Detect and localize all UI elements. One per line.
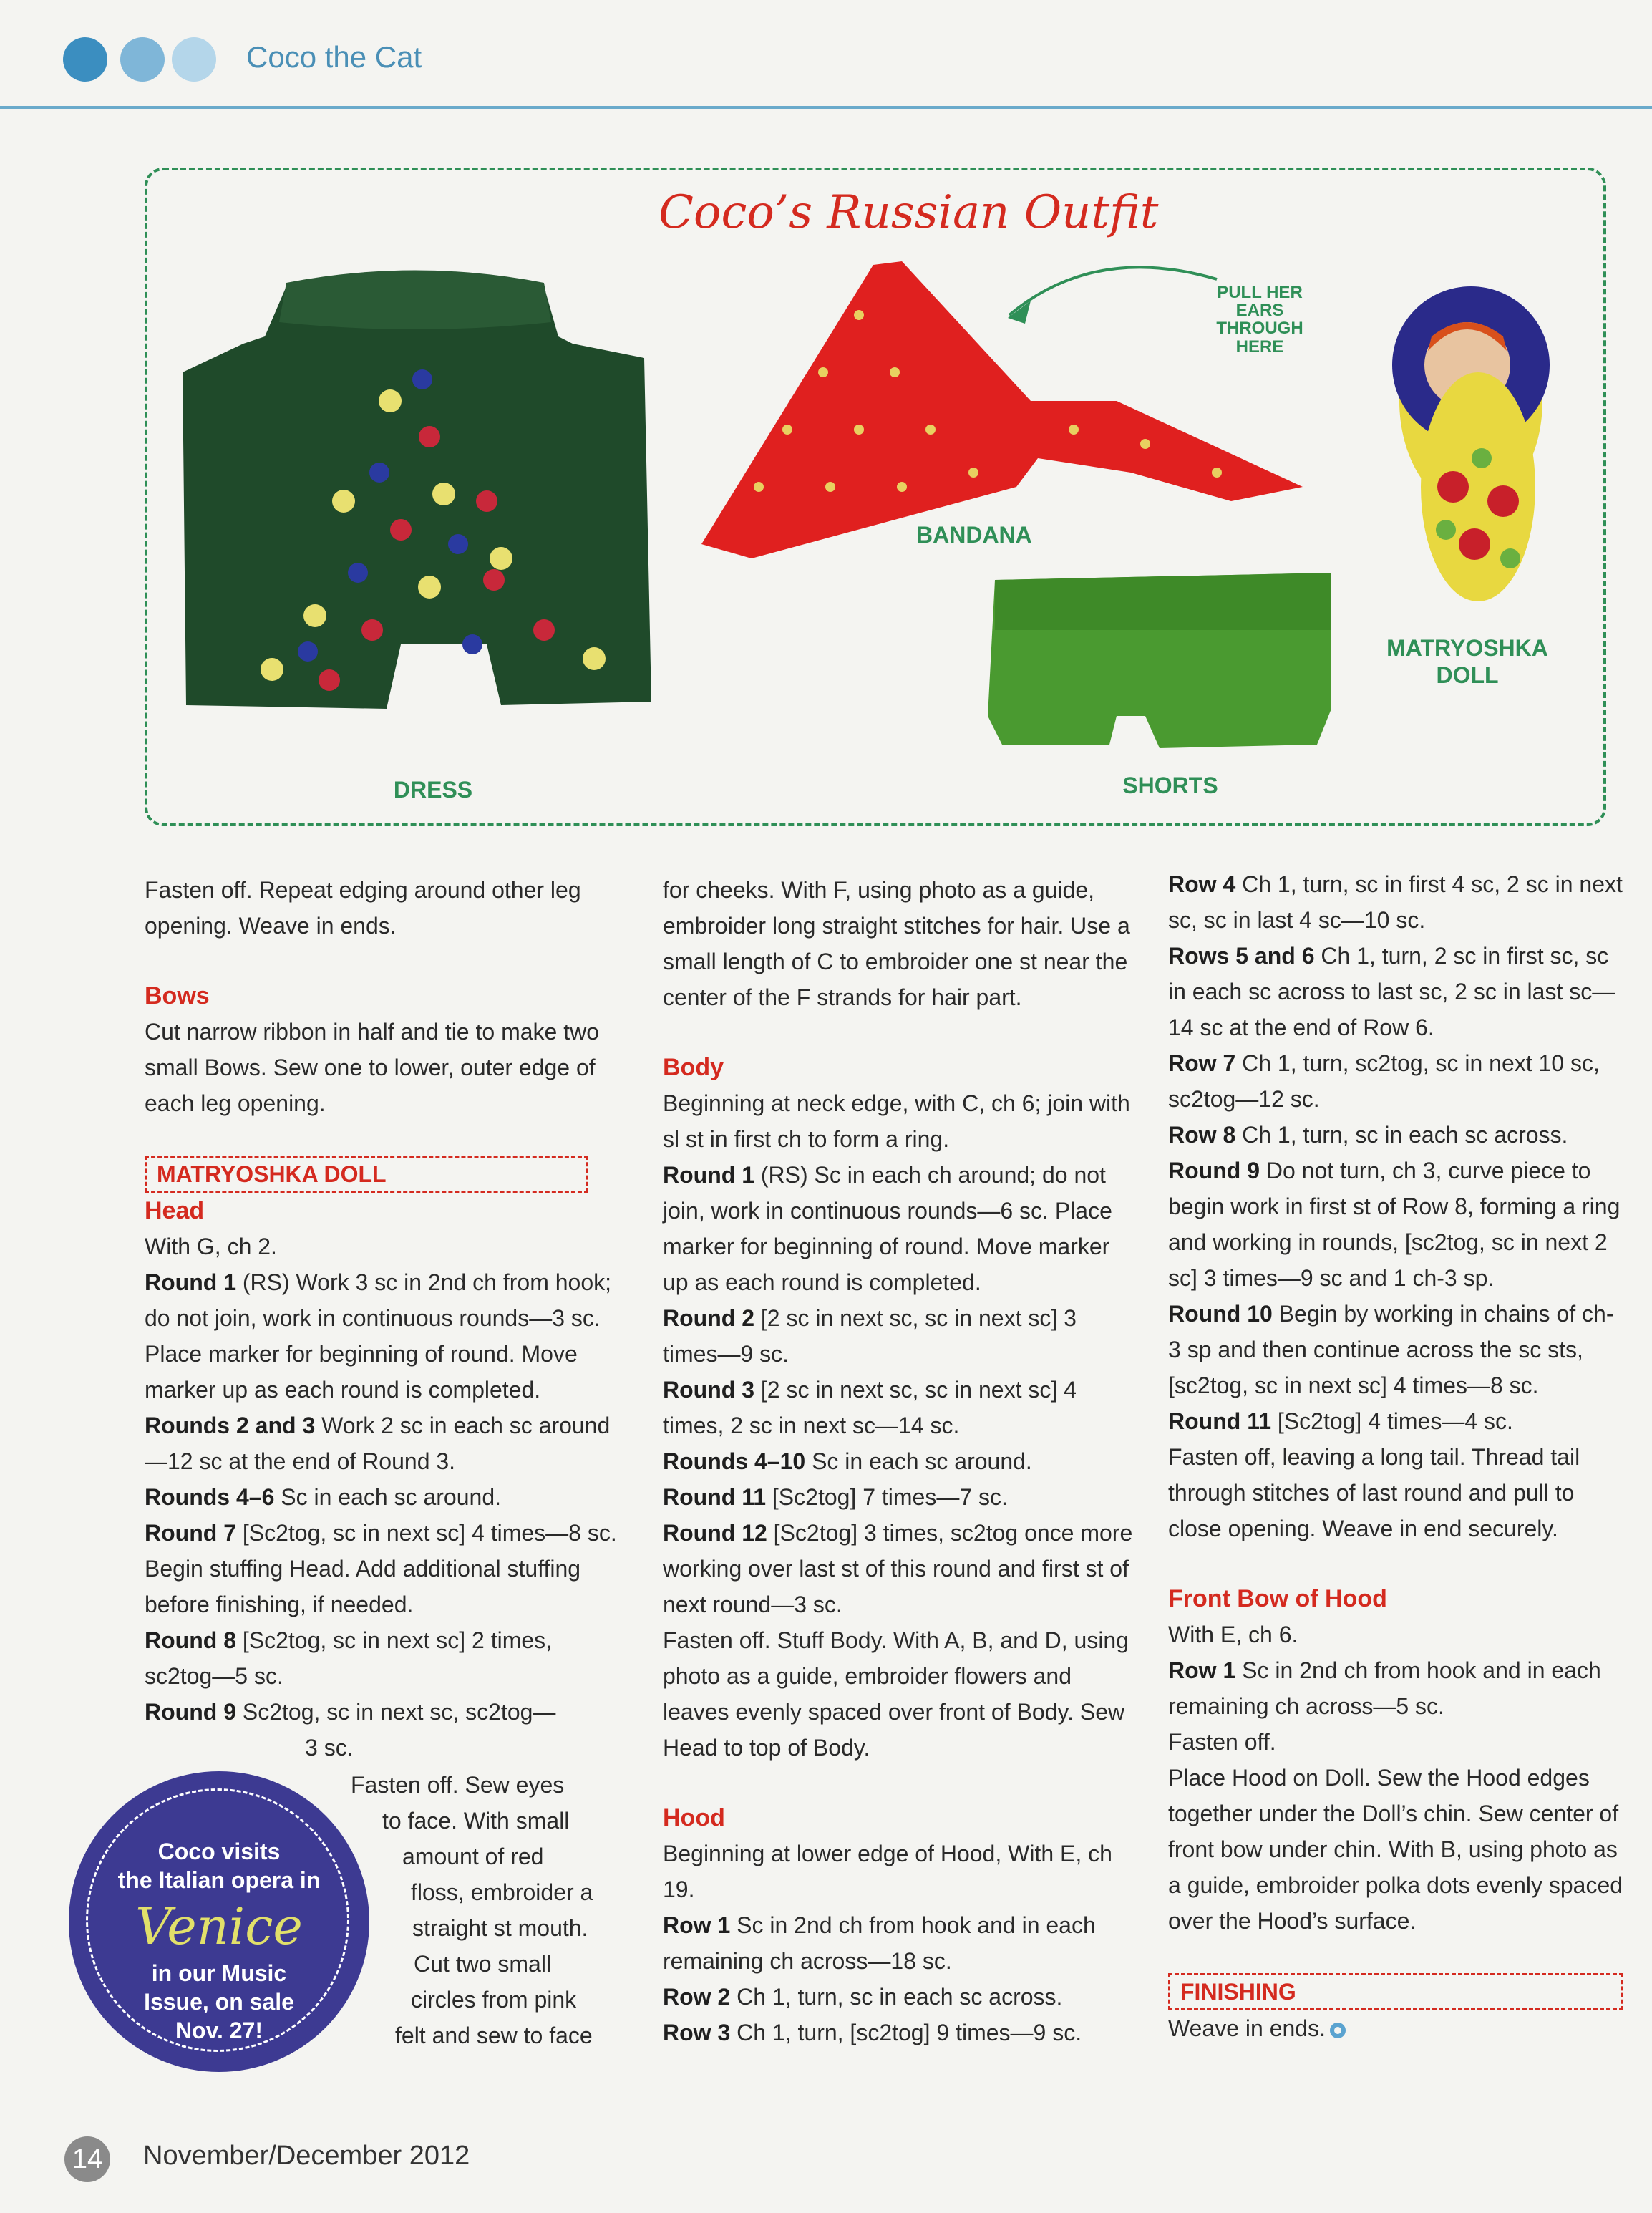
instruction-row: Round 1 (RS) Work 3 sc in 2nd ch from hook; do not join, work in continuous rounds—3 sc. Place marker for beginning of round. Move marker up as each round is completed. (145, 1269, 612, 1403)
instruction-row: Round 1 (RS) Sc in each ch around; do not join, work in continuous rounds—6 sc. Place marker for beginning of round. Move marker up as each round is completed. (663, 1162, 1112, 1295)
section-box-heading: FINISHING (1168, 1973, 1623, 2010)
shorts-label: SHORTS (1122, 773, 1218, 798)
series-title: Coco the Cat (246, 40, 422, 74)
paragraph: Beginning at lower edge of Hood, With E, ch 19. (663, 1841, 1112, 1902)
badge-city: Venice (135, 1897, 303, 1956)
body-heading: Body (663, 1054, 724, 1081)
instruction-row-end: 3 sc. (305, 1735, 354, 1761)
paragraph: Beginning at neck edge, with C, ch 6; join with sl st in first ch to form a ring. (663, 1090, 1130, 1152)
issue-date: November/December 2012 (143, 2141, 470, 2171)
instruction-row: Round 12 [Sc2tog] 3 times, sc2tog once more working over last st of this round and first st of next round—3 sc. (663, 1520, 1133, 1617)
column-1 (145, 872, 617, 1766)
instruction-row: Row 8 Ch 1, turn, sc in each sc across. (1168, 1122, 1568, 1148)
matryoshka-doll-image (1392, 286, 1550, 601)
instruction-row: Row 1 Sc in 2nd ch from hook and in each remaining ch across—18 sc. (663, 1912, 1096, 1974)
instruction-row: Rounds 4–6 Sc in each sc around. (145, 1484, 501, 1510)
paragraph: Weave in ends. (1168, 2010, 1626, 2046)
instruction-row: Row 7 Ch 1, turn, sc2tog, sc in next 10 sc, sc2tog—12 sc. (1168, 1050, 1600, 1112)
instruction-row: Round 11 [Sc2tog] 4 times—4 sc. (1168, 1408, 1513, 1434)
end-mark-icon (1330, 2023, 1346, 2038)
page-number: 14 (64, 2136, 110, 2182)
instruction-row: Round 9 Sc2tog, sc in next sc, sc2tog— (145, 1699, 556, 1725)
wrap-text: Fasten off. Sew eyes to face. With small amount of red floss, embroider a straight st mouth. Cut two small circles from pink felt and sew to face (351, 1772, 593, 2048)
instruction-row: Row 2 Ch 1, turn, sc in each sc across. (663, 1984, 1063, 2010)
outfit-title: Coco’s Russian Outfit (659, 186, 1159, 239)
instruction-row: Round 3 [2 sc in next sc, sc in next sc] 4 times, 2 sc in next sc—14 sc. (663, 1377, 1077, 1438)
doll-label: MATRYOSHKA DOLL (1386, 635, 1548, 689)
badge-text: in our Music Issue, on sale Nov. 27! (144, 1960, 294, 2043)
badge-text: Coco visits the Italian opera in (117, 1839, 321, 1893)
callout-text: PULL HER EARS THROUGH HERE (1216, 283, 1303, 357)
promo-badge (69, 1771, 369, 2072)
callout-arrow-icon (1009, 267, 1217, 315)
instruction-row: Rounds 4–10 Sc in each sc around. (663, 1448, 1032, 1474)
paragraph: Fasten off, leaving a long tail. Thread tail through stitches of last round and pull to close opening. Weave in end securely. (1168, 1444, 1580, 1541)
instruction-row: Rows 5 and 6 Ch 1, turn, 2 sc in first sc, sc in each sc across to last sc, 2 sc in last sc—14 sc at the end of Row 6. (1168, 943, 1615, 1040)
paragraph: Fasten off. Repeat edging around other leg opening. Weave in ends. (145, 877, 581, 939)
dress-image (183, 271, 651, 710)
instruction-row: Round 2 [2 sc in next sc, sc in next sc] 3 times—9 sc. (663, 1305, 1077, 1367)
instruction-row: Round 10 Begin by working in chains of ch-3 sp and then continue across the sc sts, [sc2tog, sc in next sc] 4 times—8 sc. (1168, 1301, 1614, 1398)
shorts-image (988, 573, 1331, 748)
paragraph: Cut narrow ribbon in half and tie to make two small Bows. Sew one to lower, outer edge of each leg opening. (145, 1019, 599, 1116)
instruction-row: Row 1 Sc in 2nd ch from hook and in each remaining ch across—5 sc. (1168, 1657, 1601, 1719)
bandana-label: BANDANA (916, 522, 1032, 548)
paragraph: Fasten off. (1168, 1729, 1276, 1755)
hood-heading: Hood (663, 1804, 725, 1831)
instruction-row: Rounds 2 and 3 Work 2 sc in each sc around—12 sc at the end of Round 3. (145, 1413, 611, 1474)
front-bow-heading: Front Bow of Hood (1168, 1585, 1387, 1612)
paragraph: Place Hood on Doll. Sew the Hood edges together under the Doll’s chin. Sew center of front bow under chin. With B, using photo as a guide, embroider polka dots evenly spaced over the Hood’s surface. (1168, 1765, 1623, 1934)
instruction-row: Round 8 [Sc2tog, sc in next sc] 2 times, sc2tog—5 sc. (145, 1627, 553, 1689)
instruction-row: Round 9 Do not turn, ch 3, curve piece to begin work in first st of Row 8, forming a ring and working in rounds, [sc2tog, sc in next 2 sc] 3 times—9 sc and 1 ch-3 sp. (1168, 1158, 1621, 1291)
paragraph: for cheeks. With F, using photo as a guide, embroider long straight stitches for hair. Use a small length of C to embroider one st near the center of the F strands for hair part. (663, 877, 1130, 1010)
paragraph: Fasten off. Stuff Body. With A, B, and D, using photo as a guide, embroider flowers and leaves evenly spaced over front of Body. Sew Head to top of Body. (663, 1627, 1129, 1761)
bows-heading: Bows (145, 982, 210, 1009)
head-heading: Head (145, 1197, 205, 1224)
instruction-row: Row 3 Ch 1, turn, [sc2tog] 9 times—9 sc. (663, 2020, 1082, 2045)
instruction-row: Row 4 Ch 1, turn, sc in first 4 sc, 2 sc in next sc, sc in last 4 sc—10 sc. (1168, 871, 1623, 933)
instruction-row: Round 7 [Sc2tog, sc in next sc] 4 times—8 sc. Begin stuffing Head. Add additional stuffing before finishing, if needed. (145, 1520, 617, 1617)
section-box-heading: MATRYOSHKA DOLL (145, 1156, 588, 1193)
column-2 (663, 872, 1135, 2050)
instruction-row: Round 11 [Sc2tog] 7 times—7 sc. (663, 1484, 1008, 1510)
column-3 (1168, 866, 1626, 2046)
paragraph: With G, ch 2. (145, 1234, 277, 1259)
outfit-illustration (0, 0, 1652, 859)
paragraph: With E, ch 6. (1168, 1622, 1298, 1647)
dress-label: DRESS (393, 777, 473, 803)
